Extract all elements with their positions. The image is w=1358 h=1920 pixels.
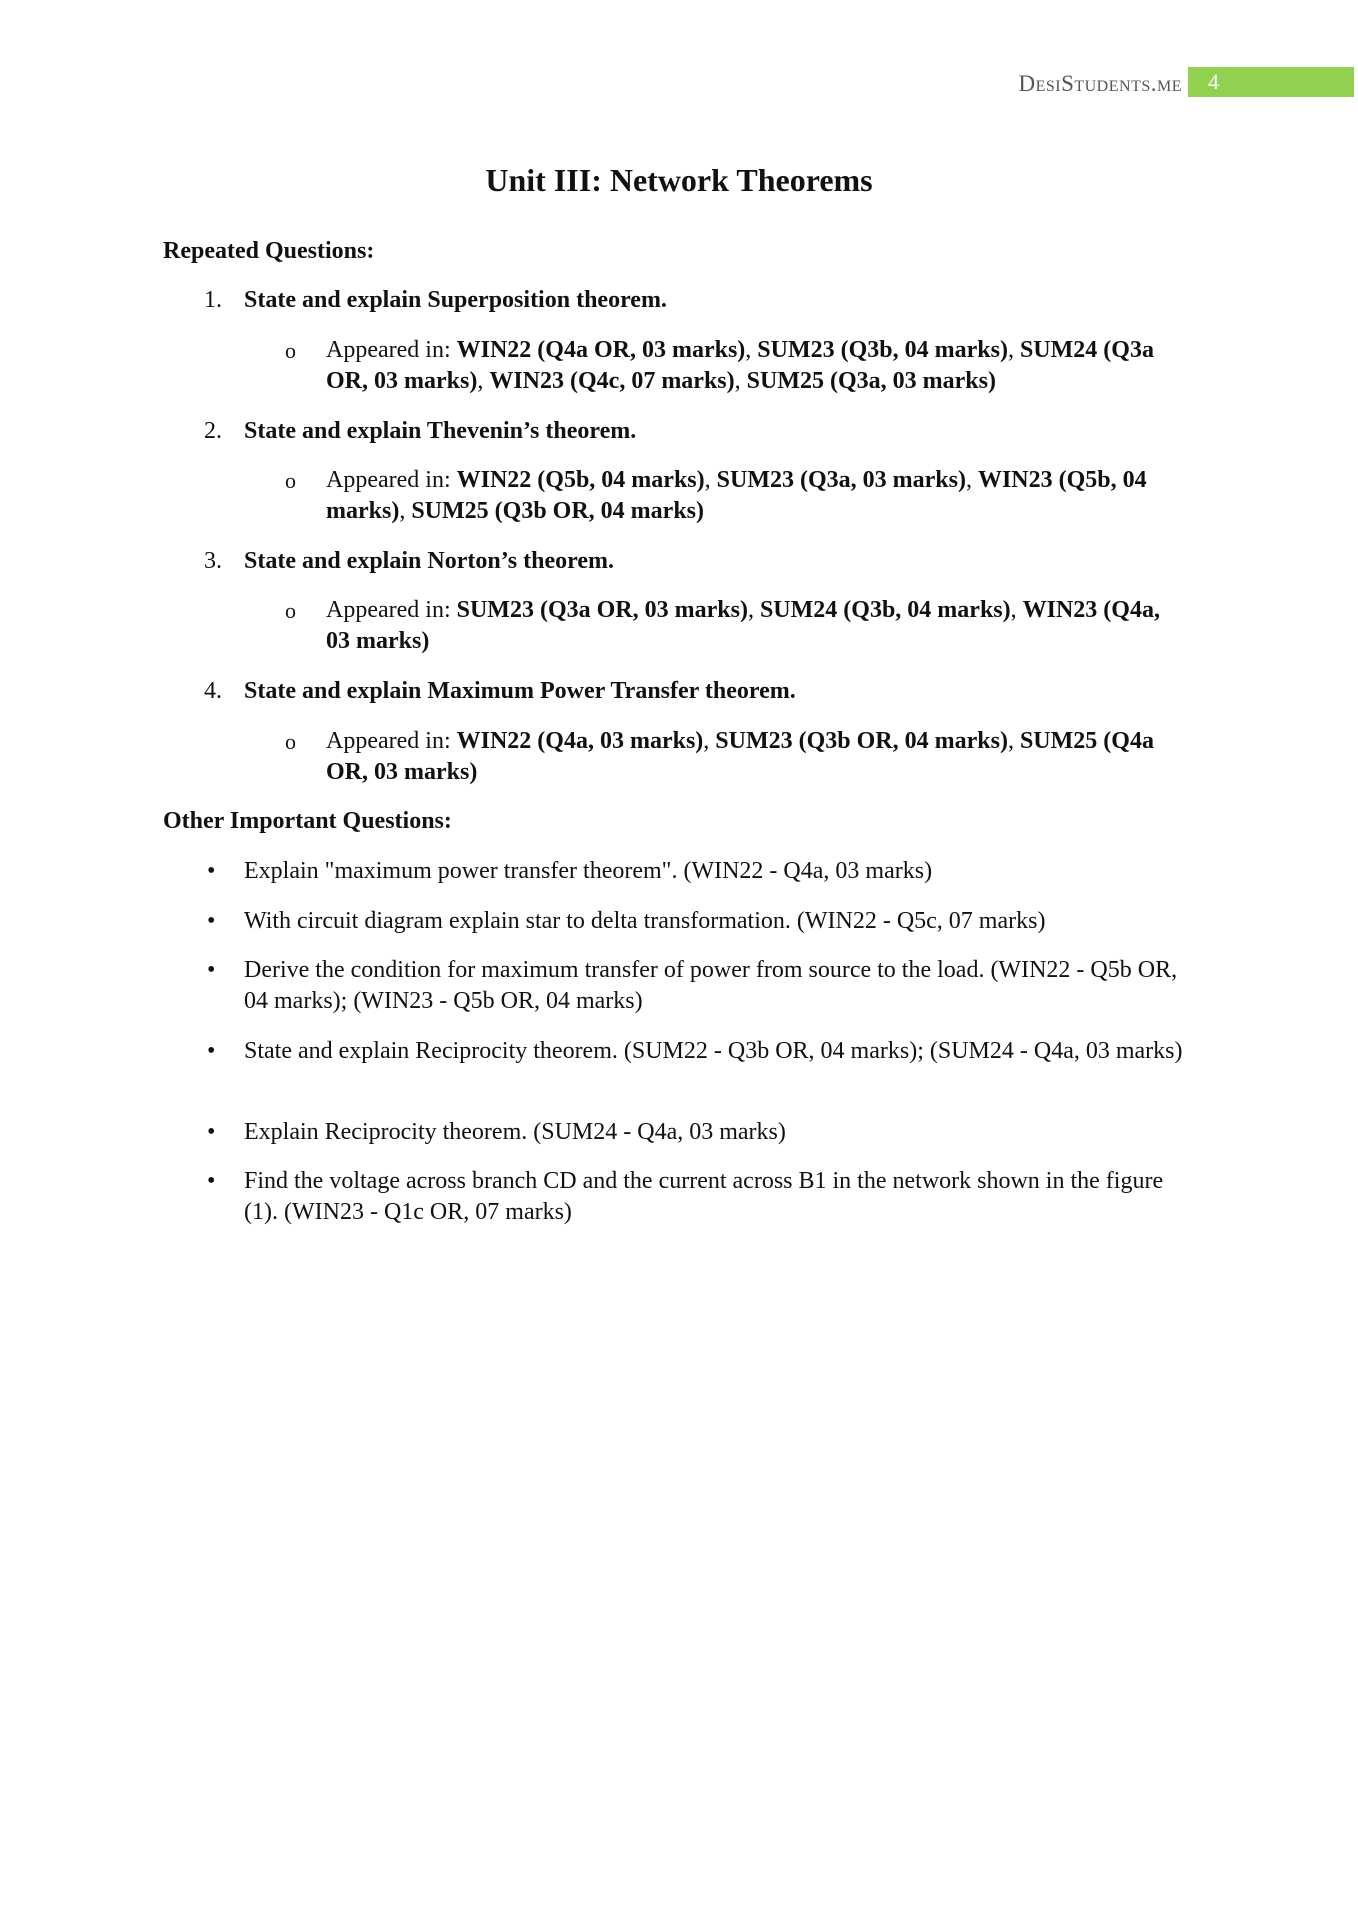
other-question: With circuit diagram explain star to delta transformation. (WIN22 - Q5c, 07 marks) (244, 908, 1046, 934)
appearance: WIN23 (Q5b, 04 marks) (326, 467, 1147, 524)
bullet-icon: • (207, 1038, 216, 1064)
question-number: 1. (204, 287, 222, 313)
appearance: SUM25 (Q3b OR, 04 marks) (411, 498, 704, 524)
appearance: SUM25 (Q3a, 03 marks) (746, 368, 996, 394)
appearance: SUM25 (Q4a OR, 03 marks) (326, 728, 1154, 785)
other-question: Derive the condition for maximum transfer of power from source to the load. (WIN22 - Q5b OR, 04 marks); (WIN23 - Q5b OR, 04 marks) (244, 957, 1178, 1014)
repeated-questions-heading: Repeated Questions: (163, 238, 375, 264)
sub-bullet-icon: o (285, 729, 296, 754)
bullet-icon: • (207, 957, 216, 983)
page-number-badge: 4 (1188, 67, 1354, 97)
repeated-question: State and explain Thevenin’s theorem. (244, 418, 637, 444)
appearance: SUM23 (Q3b OR, 04 marks) (715, 728, 1008, 754)
other-question: State and explain Reciprocity theorem. (SUM22 - Q3b OR, 04 marks); (SUM24 - Q4a, 03 marks) (244, 1038, 1183, 1064)
appearance-list: Appeared in: WIN22 (Q5b, 04 marks), SUM23 (Q3a, 03 marks), WIN23 (Q5b, 04 marks), SUM25 (Q3b OR, 04 marks) (326, 467, 1147, 524)
appeared-label: Appeared in: (326, 597, 451, 623)
other-question: Explain "maximum power transfer theorem". (WIN22 - Q4a, 03 marks) (244, 858, 933, 884)
site-name: DesiStudents.me (1018, 71, 1182, 96)
question-number: 4. (204, 678, 222, 704)
other-question: Find the voltage across branch CD and the current across B1 in the network shown in the figure (1). (WIN23 - Q1c OR, 07 marks) (244, 1168, 1164, 1225)
other-question: Explain Reciprocity theorem. (SUM24 - Q4a, 03 marks) (244, 1119, 786, 1145)
appearance-list: Appeared in: WIN22 (Q4a, 03 marks), SUM23 (Q3b OR, 04 marks), SUM25 (Q4a OR, 03 marks) (326, 728, 1154, 785)
appearance: SUM23 (Q3b, 04 marks) (757, 337, 1008, 363)
appeared-label: Appeared in: (326, 467, 451, 493)
sub-bullet-icon: o (285, 338, 296, 363)
appearance: WIN22 (Q4a, 03 marks) (456, 728, 704, 754)
bullet-icon: • (207, 908, 216, 934)
question-number: 2. (204, 418, 222, 444)
appearance: WIN23 (Q4c, 07 marks) (489, 368, 735, 394)
appearance: SUM23 (Q3a, 03 marks) (716, 467, 966, 493)
appeared-label: Appeared in: (326, 728, 451, 754)
sub-bullet-icon: o (285, 598, 296, 623)
appearance: SUM24 (Q3a OR, 03 marks) (326, 337, 1154, 394)
appearance: WIN22 (Q4a OR, 03 marks) (456, 337, 746, 363)
sub-bullet-icon: o (285, 468, 296, 493)
bullet-icon: • (207, 1168, 216, 1194)
appearance: WIN22 (Q5b, 04 marks) (456, 467, 705, 493)
appearance: WIN23 (Q4a, 03 marks) (326, 597, 1160, 654)
repeated-question: State and explain Maximum Power Transfer theorem. (244, 678, 796, 704)
other-questions-heading: Other Important Questions: (163, 808, 452, 834)
repeated-question: State and explain Superposition theorem. (244, 287, 667, 313)
page-title: Unit III: Network Theorems (485, 162, 873, 198)
question-number: 3. (204, 548, 222, 574)
appearance-list: Appeared in: WIN22 (Q4a OR, 03 marks), SUM23 (Q3b, 04 marks), SUM24 (Q3a OR, 03 marks), WIN23 (Q4c, 07 marks), SUM25 (Q3a, 03 marks) (326, 337, 1154, 394)
appearance: SUM23 (Q3a OR, 03 marks) (456, 597, 748, 623)
appeared-label: Appeared in: (326, 337, 451, 363)
appearance-list: Appeared in: SUM23 (Q3a OR, 03 marks), SUM24 (Q3b, 04 marks), WIN23 (Q4a, 03 marks) (326, 597, 1160, 654)
appearance: SUM24 (Q3b, 04 marks) (759, 597, 1011, 623)
bullet-icon: • (207, 858, 216, 884)
repeated-question: State and explain Norton’s theorem. (244, 548, 614, 574)
bullet-icon: • (207, 1119, 216, 1145)
